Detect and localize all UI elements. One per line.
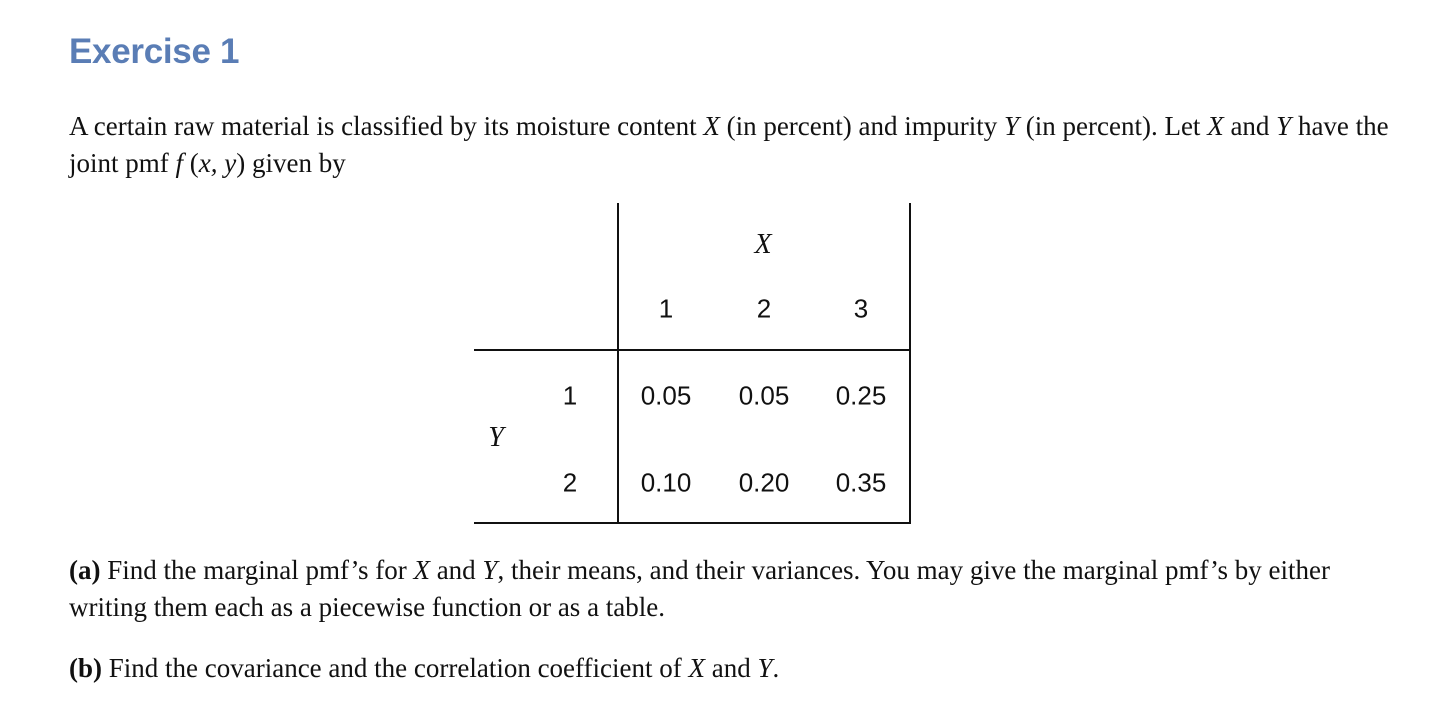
column-header: 1 [658, 293, 674, 324]
table-bottom-rule [474, 522, 911, 524]
exercise-heading: Exercise 1 [69, 32, 240, 71]
row-header: 1 [562, 380, 578, 411]
table-right-rule [909, 203, 911, 524]
table-cell: 0.05 [738, 380, 790, 411]
column-header: 3 [853, 293, 869, 324]
table-cell: 0.35 [835, 467, 887, 498]
table-vertical-rule [617, 203, 619, 524]
row-variable-label: Y [488, 422, 504, 453]
column-header: 2 [756, 293, 772, 324]
table-cell: 0.10 [640, 467, 692, 498]
column-variable-label: X [754, 229, 772, 260]
part-a-question: (a) Find the marginal pmf’s for X and Y, their means, and their variances. You may give the marginal pmf’s by either writing them each as a piecewise function or as a table. [69, 555, 1330, 622]
row-header: 2 [562, 467, 578, 498]
table-middle-rule [474, 349, 911, 351]
table-cell: 0.05 [640, 380, 692, 411]
table-cell: 0.20 [738, 467, 790, 498]
problem-statement: A certain raw material is classified by its moisture content X (in percent) and impurity Y (in percent). Let X and Y have the joint pmf f (x, y) given by [69, 111, 1389, 178]
part-b-question: (b) Find the covariance and the correlation coefficient of X and Y. [69, 653, 780, 683]
table-cell: 0.25 [835, 380, 887, 411]
